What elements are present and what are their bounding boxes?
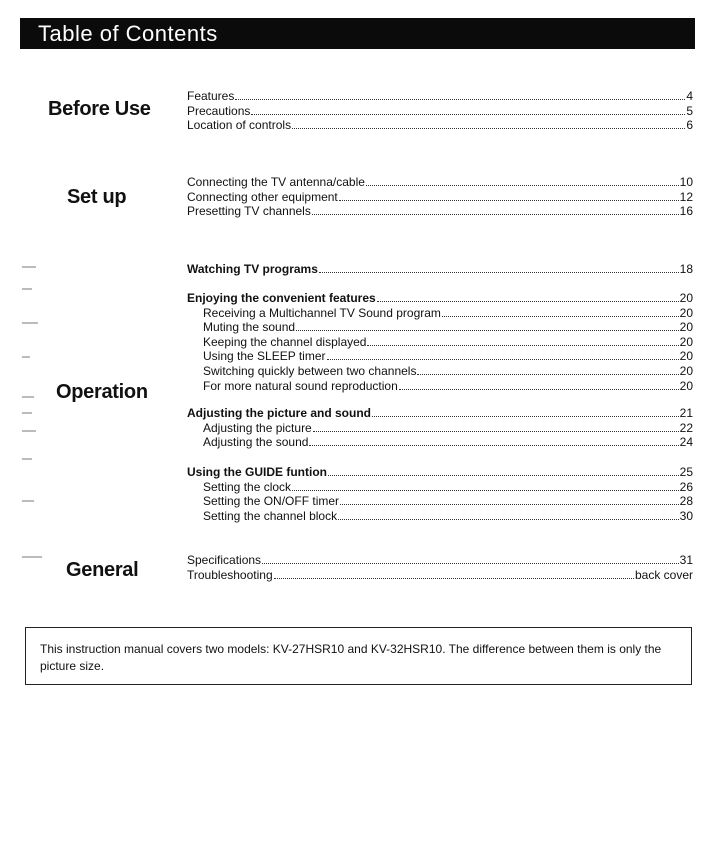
- toc-entry-page: 16: [679, 204, 693, 219]
- dot-leader: [372, 407, 679, 417]
- toc-entry: [187, 175, 693, 190]
- toc-entry-label: Features: [187, 89, 235, 103]
- dot-leader: [313, 422, 679, 432]
- toc-entry-page: 21: [679, 406, 693, 420]
- toc-entry-page: 24: [679, 435, 693, 450]
- toc-entry: [187, 406, 693, 421]
- toc-entry: [187, 553, 693, 568]
- page-title: Table of Contents: [38, 21, 218, 46]
- toc-entry-label: Specifications: [187, 553, 262, 567]
- toc-entry-label: Using the SLEEP timer: [203, 349, 326, 364]
- dot-leader: [296, 321, 679, 331]
- dot-leader: [262, 554, 679, 564]
- toc-entry: [187, 204, 693, 219]
- toc-entry: [187, 379, 693, 394]
- toc-entry-page: 18: [679, 262, 693, 276]
- dot-leader: [366, 176, 679, 186]
- toc-entry: [187, 421, 693, 436]
- dot-leader: [399, 380, 679, 390]
- toc-entry: [187, 509, 693, 524]
- dot-leader: [340, 495, 679, 505]
- dot-leader: [417, 365, 678, 375]
- toc-entry-page: 20: [679, 291, 693, 305]
- toc-entry-page: 20: [679, 320, 693, 335]
- toc-entry-page: 12: [679, 189, 693, 204]
- toc-entry: [187, 364, 693, 379]
- toc-entry-label: Switching quickly between two channels: [203, 363, 417, 378]
- section-label-before-use: Before Use: [48, 98, 151, 120]
- toc-entry-page: 20: [679, 305, 693, 320]
- toc-entry-label: Setting the channel block: [203, 508, 338, 523]
- toc-entry: [187, 494, 693, 509]
- toc-entry-label: Troubleshooting: [187, 567, 273, 582]
- toc-entry: [187, 320, 693, 335]
- toc-entry-label: Watching TV programs: [187, 262, 318, 276]
- toc-list-convenient-features: [187, 291, 693, 393]
- toc-entry-page: 30: [679, 508, 693, 523]
- toc-list-before-use: [187, 89, 693, 133]
- toc-entry-page: 5: [686, 103, 693, 118]
- toc-entry: [187, 335, 693, 350]
- dot-leader: [312, 205, 679, 215]
- dot-leader: [292, 481, 679, 491]
- toc-entry-page: 28: [679, 494, 693, 509]
- toc-list-general: [187, 553, 693, 582]
- toc-entry-label: Enjoying the convenient features: [187, 291, 376, 305]
- note-text: This instruction manual covers two models: KV-27HSR10 and KV-32HSR10. The difference between them is only the picture size.: [40, 642, 662, 673]
- toc-entry-label: Adjusting the picture: [203, 420, 312, 435]
- toc-entry-label: Receiving a Multichannel TV Sound program: [203, 305, 441, 320]
- toc-list-picture-sound: [187, 406, 693, 450]
- dot-leader: [319, 263, 679, 273]
- toc-entry-label: Muting the sound: [203, 320, 296, 335]
- dot-leader: [327, 350, 679, 360]
- dot-leader: [309, 436, 678, 446]
- dot-leader: [339, 191, 679, 201]
- section-label-general: General: [66, 559, 139, 581]
- toc-entry: [187, 435, 693, 450]
- toc-entry-label: Connecting the TV antenna/cable: [187, 175, 365, 189]
- toc-entry-label: Presetting TV channels: [187, 204, 311, 219]
- section-label-set-up: Set up: [67, 186, 127, 208]
- dot-leader: [338, 510, 679, 520]
- dot-leader: [442, 307, 679, 317]
- toc-entry-page: 22: [679, 420, 693, 435]
- toc-entry-label: Precautions: [187, 103, 251, 118]
- toc-entry: [187, 480, 693, 495]
- section-label-operation: Operation: [56, 381, 148, 403]
- toc-entry-page: 6: [686, 118, 693, 133]
- toc-entry-page: back cover: [634, 567, 693, 582]
- dot-leader: [328, 466, 679, 476]
- toc-entry: [187, 89, 693, 104]
- toc-entry-label: Keeping the channel displayed: [203, 334, 367, 349]
- toc-entry: [187, 190, 693, 205]
- toc-entry-label: Setting the ON/OFF timer: [203, 494, 340, 509]
- toc-entry: [187, 104, 693, 119]
- toc-entry-label: Connecting other equipment: [187, 189, 338, 204]
- dot-leader: [367, 336, 678, 346]
- dot-leader: [292, 119, 685, 129]
- toc-list-set-up: [187, 175, 693, 219]
- toc-entry-page: 20: [679, 378, 693, 393]
- toc-entry-label: Using the GUIDE funtion: [187, 465, 327, 479]
- toc-list-guide: [187, 465, 693, 523]
- toc-entry-label: Setting the clock: [203, 479, 292, 494]
- toc-entry-page: 25: [679, 465, 693, 479]
- toc-entry: [187, 568, 693, 583]
- toc-entry-page: 20: [679, 363, 693, 378]
- toc-entry-page: 26: [679, 479, 693, 494]
- dot-leader: [251, 105, 685, 115]
- toc-list-watching: [187, 262, 693, 277]
- toc-entry-page: 4: [686, 89, 693, 103]
- title-bar: [20, 18, 695, 49]
- toc-entry: [187, 349, 693, 364]
- toc-entry-label: Adjusting the picture and sound: [187, 406, 371, 420]
- toc-entry: [187, 262, 693, 277]
- dot-leader: [235, 90, 685, 100]
- toc-entry: [187, 118, 693, 133]
- dot-leader: [274, 569, 634, 579]
- toc-entry-page: 31: [679, 553, 693, 567]
- toc-entry: [187, 465, 693, 480]
- toc-entry-label: For more natural sound reproduction: [203, 378, 398, 393]
- toc-entry-page: 20: [679, 349, 693, 364]
- toc-entry: [187, 291, 693, 306]
- toc-entry-label: Adjusting the sound: [203, 435, 309, 450]
- toc-entry-page: 10: [679, 175, 693, 189]
- dot-leader: [377, 292, 679, 302]
- toc-entry-page: 20: [679, 334, 693, 349]
- toc-entry: [187, 306, 693, 321]
- note-box: [25, 627, 692, 685]
- toc-entry-label: Location of controls: [187, 118, 292, 133]
